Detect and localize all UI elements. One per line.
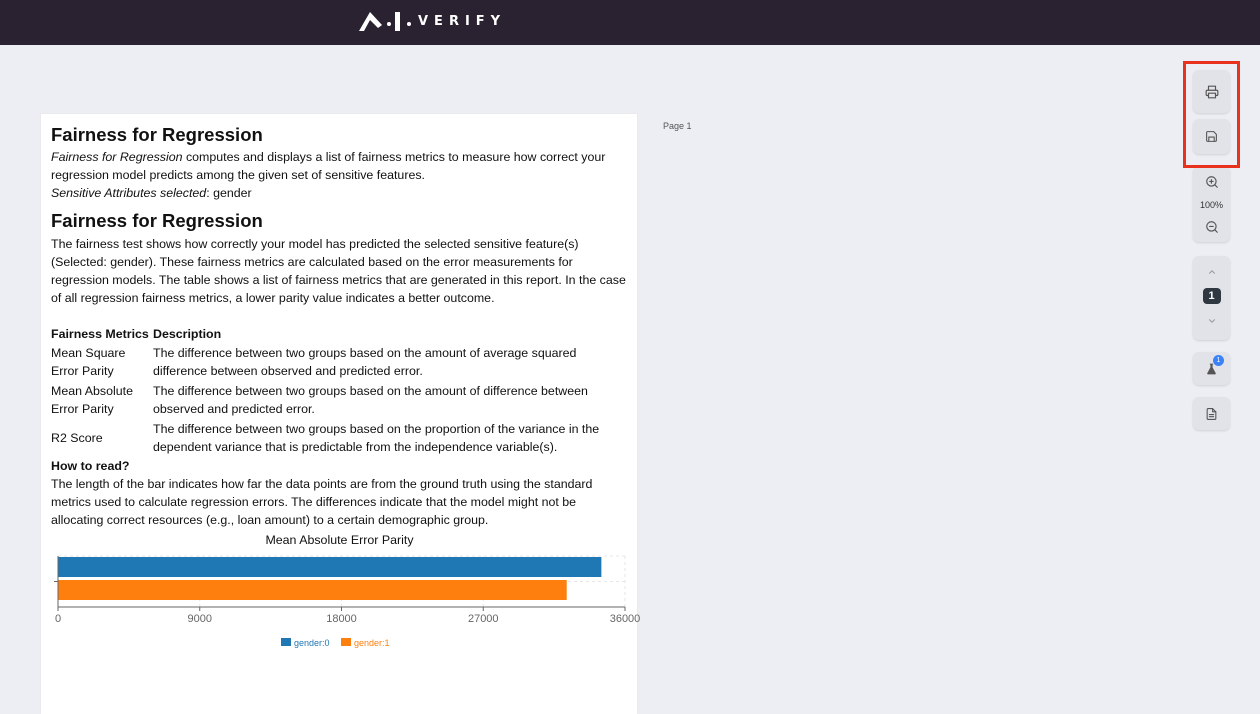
tests-group [1193, 352, 1230, 385]
print-save-group [1193, 70, 1230, 113]
bar-chart [41, 550, 641, 660]
bar-gender-0 [58, 557, 601, 577]
zoom-in-icon [1205, 175, 1219, 189]
metric-name: R2 Score [51, 431, 103, 445]
bar-gender-1 [58, 580, 567, 600]
sensitive-label: Sensitive Attributes selected [51, 186, 207, 200]
x-tick-label: 18000 [326, 613, 357, 625]
tests-button[interactable] [1193, 352, 1230, 385]
section-title: Fairness for Regression [51, 210, 263, 231]
report-page [41, 114, 641, 714]
logo-text: VERIFY [418, 13, 507, 29]
chevron-up-icon [1207, 267, 1217, 277]
metric-name: Mean Square Error Parity [51, 346, 126, 378]
logo-dot-icon [404, 9, 412, 33]
table-row [51, 419, 631, 457]
legend-label: gender:1 [354, 638, 390, 648]
save-icon [1205, 130, 1218, 143]
legend-label: gender:0 [294, 638, 330, 648]
table-header: Fairness Metrics [51, 327, 149, 341]
intro-emphasis: Fairness for Regression [51, 150, 183, 164]
intro-text: computes and displays a list of fairness metrics to measure how correct your regression model predicts among the given set of sensitive features. [51, 150, 606, 182]
intro-paragraph [51, 148, 631, 184]
report-content [51, 124, 631, 529]
previous-page-button[interactable] [1193, 256, 1230, 288]
legend-swatch [341, 638, 351, 646]
print-button[interactable] [1193, 70, 1230, 113]
notification-badge: 1 [1213, 355, 1224, 366]
document-icon [1205, 407, 1218, 421]
save-group [1193, 119, 1230, 154]
page-label: Page 1 [663, 121, 692, 131]
logo-mark-icon [358, 9, 404, 33]
how-to-read-title: How to read? [51, 459, 130, 473]
x-tick-label: 9000 [187, 613, 212, 625]
metric-description: The difference between two groups based on the amount of average squared difference between observed and predicted error. [153, 346, 577, 378]
chart-title: Mean Absolute Error Parity [265, 533, 414, 547]
document-button[interactable] [1193, 397, 1230, 430]
table-header-row [51, 325, 631, 343]
x-tick-label: 27000 [467, 613, 499, 625]
metric-description: The difference between two groups based on the proportion of the variance in the dependent variance that is predictable from the independence variable(s). [153, 422, 600, 454]
save-button[interactable] [1193, 119, 1230, 154]
logo [358, 9, 506, 33]
sensitive-value: : gender [206, 186, 252, 200]
zoom-group [1193, 166, 1230, 242]
metric-description: The difference between two groups based on the amount of difference between observed and predicted error. [153, 384, 588, 416]
zoom-out-button[interactable] [1193, 212, 1230, 242]
description-paragraph: The fairness test shows how correctly your model has predicted the selected sensitive feature(s) (Selected: gender). These fairness metrics are calculated based on the error measurements for regression models. The table shows a list of fairness metrics that are generated in this report. In the case of all regression fairness metrics, a lower parity value indicates a better outcome. [51, 237, 626, 305]
zoom-in-button[interactable] [1193, 166, 1230, 198]
zoom-level: 100% [1199, 200, 1224, 210]
top-bar [0, 0, 1260, 45]
current-page-badge: 1 [1203, 288, 1221, 304]
next-page-button[interactable] [1193, 304, 1230, 338]
table-row [51, 381, 631, 419]
sensitive-attributes-line [51, 184, 631, 202]
how-to-read-text: The length of the bar indicates how far the data points are from the ground truth using the standard metrics used to calculate regression errors. The differences indicate that the model might not be allocating correct resources (e.g., loan amount) to a certain demographic group. [51, 477, 593, 527]
report-title: Fairness for Regression [51, 124, 263, 145]
x-tick-label: 36000 [609, 613, 641, 625]
metric-name: Mean Absolute Error Parity [51, 384, 133, 416]
table-row [51, 343, 631, 381]
legend-swatch [281, 638, 291, 646]
document-group [1193, 397, 1230, 430]
table-header: Description [153, 327, 222, 341]
metrics-table [51, 325, 631, 457]
x-tick-label: 0 [54, 613, 62, 625]
printer-icon [1205, 85, 1219, 99]
zoom-out-icon [1205, 220, 1219, 234]
page-nav-group [1193, 256, 1230, 340]
chevron-down-icon [1207, 316, 1217, 326]
